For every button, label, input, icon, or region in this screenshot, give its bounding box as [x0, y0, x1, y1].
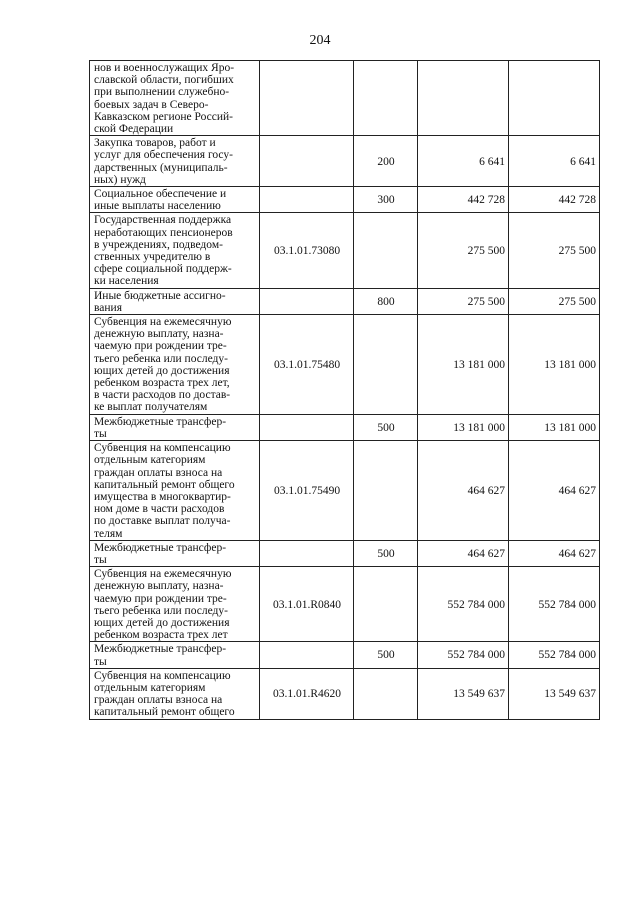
table-row [90, 540, 600, 566]
row-name-cell: Межбюджетные трансфер- ты [90, 642, 260, 668]
table-row [90, 288, 600, 314]
amount-cell-2: 6 641 [509, 136, 600, 187]
target-article-cell [260, 187, 354, 213]
target-article-cell [260, 642, 354, 668]
amount-cell-2: 13 181 000 [509, 315, 600, 415]
row-name-cell: Субвенция на ежемесячную денежную выплату, назна- чаемую при рождении тре- тьего ребенка или последу- ющих детей до достижения ребенком возраста трех лет [90, 567, 260, 642]
table-row [90, 668, 600, 719]
expense-type-cell: 200 [354, 136, 418, 187]
target-article-cell [260, 540, 354, 566]
target-article-cell [260, 288, 354, 314]
expense-type-cell: 500 [354, 414, 418, 440]
expense-type-cell: 500 [354, 540, 418, 566]
expense-type-cell [354, 441, 418, 541]
amount-cell-2: 552 784 000 [509, 642, 600, 668]
expense-type-cell [354, 567, 418, 642]
table-row [90, 213, 600, 288]
row-name-cell: Социальное обеспечение и иные выплаты населению [90, 187, 260, 213]
target-article-cell: 03.1.01.R4620 [260, 668, 354, 719]
amount-cell-2: 442 728 [509, 187, 600, 213]
amount-cell-2: 275 500 [509, 213, 600, 288]
target-article-cell: 03.1.01.75480 [260, 315, 354, 415]
amount-cell-2 [509, 61, 600, 136]
amount-cell-1: 464 627 [418, 441, 509, 541]
amount-cell-1: 13 181 000 [418, 315, 509, 415]
table-row [90, 187, 600, 213]
expense-type-cell: 500 [354, 642, 418, 668]
expense-type-cell [354, 668, 418, 719]
table-row [90, 414, 600, 440]
row-name-cell: Субвенция на компенсацию отдельным категориям граждан оплаты взноса на капитальный ремонт общего имущества в многоквартир- ном доме в части расходов по доставке выплат получа- телям [90, 441, 260, 541]
target-article-cell: 03.1.01.75490 [260, 441, 354, 541]
amount-cell-1: 275 500 [418, 288, 509, 314]
amount-cell-2: 13 549 637 [509, 668, 600, 719]
amount-cell-1: 552 784 000 [418, 642, 509, 668]
expense-type-cell [354, 213, 418, 288]
table-row [90, 567, 600, 642]
expense-type-cell: 800 [354, 288, 418, 314]
row-name-cell: Закупка товаров, работ и услуг для обеспечения госу- дарственных (муниципаль- ных) нужд [90, 136, 260, 187]
amount-cell-1: 464 627 [418, 540, 509, 566]
table-row [90, 315, 600, 415]
amount-cell-1: 6 641 [418, 136, 509, 187]
row-name-cell: Субвенция на компенсацию отдельным категориям граждан оплаты взноса на капитальный ремонт общего [90, 668, 260, 719]
amount-cell-1: 13 181 000 [418, 414, 509, 440]
amount-cell-2: 13 181 000 [509, 414, 600, 440]
amount-cell-1: 275 500 [418, 213, 509, 288]
target-article-cell [260, 414, 354, 440]
target-article-cell [260, 136, 354, 187]
row-name-cell: Иные бюджетные ассигно- вания [90, 288, 260, 314]
target-article-cell [260, 61, 354, 136]
amount-cell-2: 275 500 [509, 288, 600, 314]
amount-cell-1: 442 728 [418, 187, 509, 213]
row-name-cell: Государственная поддержка неработающих пенсионеров в учреждениях, подведом- ственных учредителю в сфере социальной поддерж- ки населения [90, 213, 260, 288]
table-row [90, 61, 600, 136]
amount-cell-2: 552 784 000 [509, 567, 600, 642]
row-name-cell: Субвенция на ежемесячную денежную выплату, назна- чаемую при рождении тре- тьего ребенка или последу- ющих детей до достижения ребенком возраста трех лет, в части расходов по достав- ке выплат получателям [90, 315, 260, 415]
amount-cell-2: 464 627 [509, 540, 600, 566]
amount-cell-2: 464 627 [509, 441, 600, 541]
budget-table-body [90, 61, 600, 720]
table-row [90, 441, 600, 541]
amount-cell-1: 13 549 637 [418, 668, 509, 719]
table-row [90, 136, 600, 187]
table-row [90, 642, 600, 668]
expense-type-cell: 300 [354, 187, 418, 213]
expense-type-cell [354, 315, 418, 415]
page-number: 204 [309, 33, 331, 48]
amount-cell-1: 552 784 000 [418, 567, 509, 642]
row-name-cell: Межбюджетные трансфер- ты [90, 414, 260, 440]
row-name-cell: Межбюджетные трансфер- ты [90, 540, 260, 566]
budget-table [89, 60, 600, 720]
row-name-cell: нов и военнослужащих Яро- славской области, погибших при выполнении служебно- боевых задач в Северо- Кавказском регионе Россий- ской Федерации [90, 61, 260, 136]
amount-cell-1 [418, 61, 509, 136]
expense-type-cell [354, 61, 418, 136]
target-article-cell: 03.1.01.R0840 [260, 567, 354, 642]
target-article-cell: 03.1.01.73080 [260, 213, 354, 288]
